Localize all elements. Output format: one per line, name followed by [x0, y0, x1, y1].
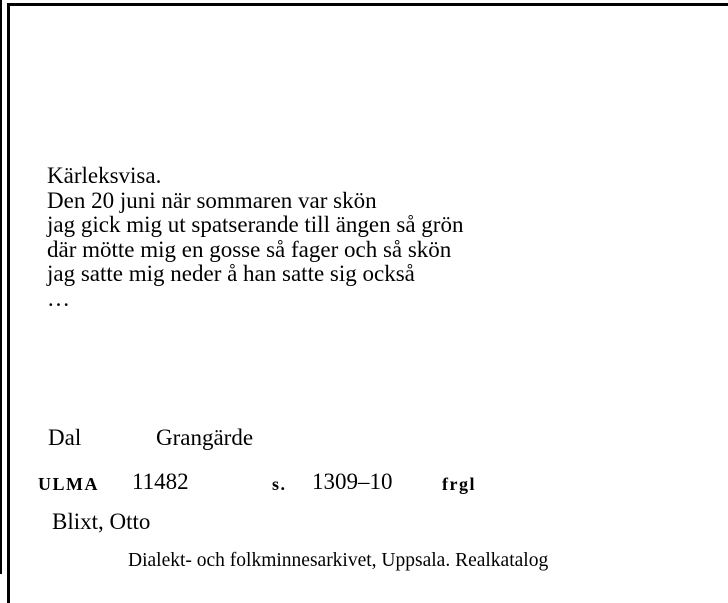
verse-line-2: jag gick mig ut spatserande till ängen så grön	[47, 212, 464, 237]
verse-title: Kärleksvisa.	[47, 163, 162, 188]
archive-code: ULMA	[38, 474, 99, 494]
verse-ellipsis: …	[47, 285, 70, 311]
verse-line-4: jag satte mig neder å han satte sig också	[47, 261, 415, 286]
informant-name: Blixt, Otto	[52, 509, 151, 534]
parish-label: Grangärde	[156, 425, 254, 450]
archive-footer: Dialekt- och folkminnesarkivet, Uppsala. Realkatalog	[128, 550, 549, 571]
province-label: Dal	[48, 425, 82, 450]
type-code: frgl	[442, 474, 476, 494]
verse-line-3: där mötte mig en gosse så fager och så skön	[47, 236, 452, 262]
archive-number: 11482	[132, 469, 189, 494]
page-prefix: s.	[272, 474, 287, 494]
page-range: 1309–10	[312, 469, 393, 494]
verse-line-1: Den 20 juni när sommaren var skön	[47, 187, 377, 213]
page-left-edge-line	[0, 0, 2, 574]
verse-block	[47, 164, 463, 311]
